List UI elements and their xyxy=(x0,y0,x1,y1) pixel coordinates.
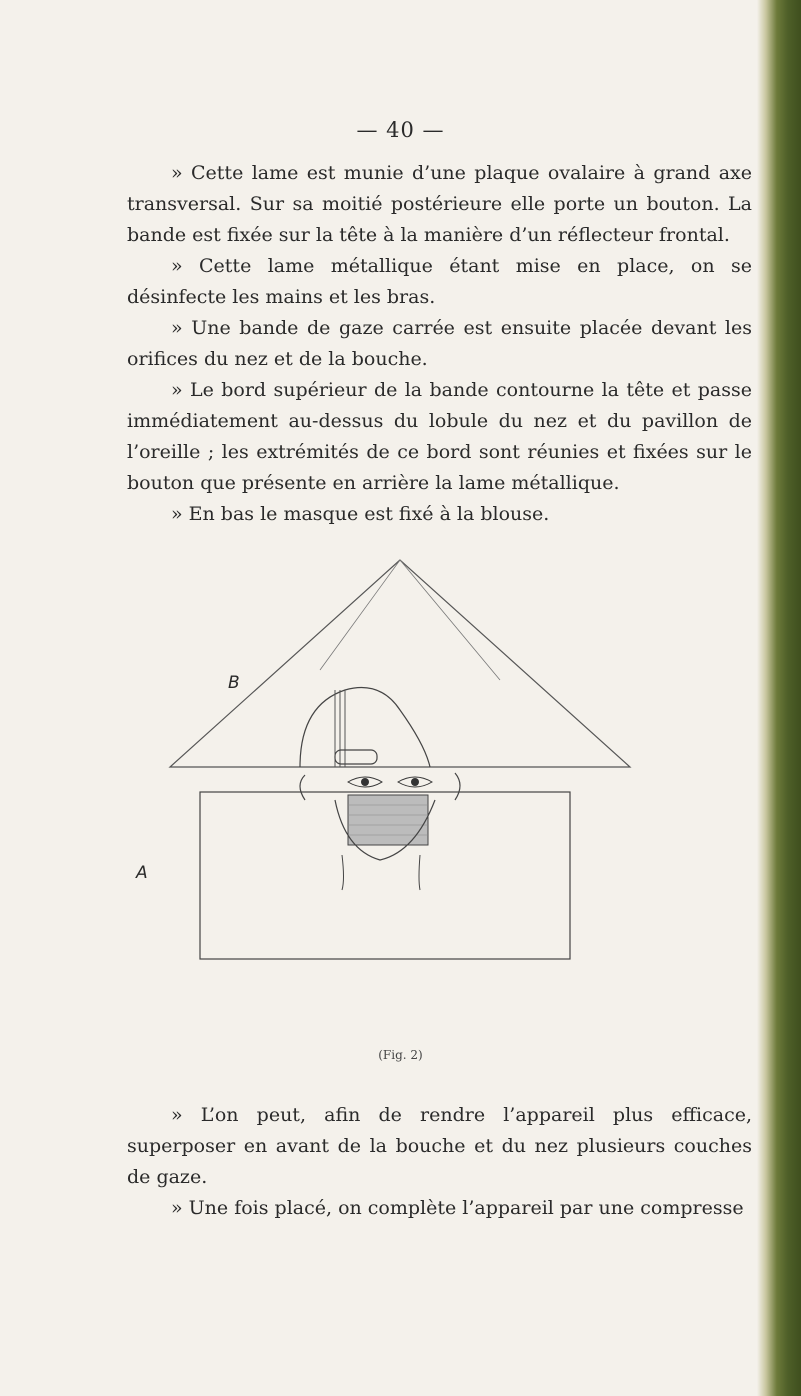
triangle-outline xyxy=(170,560,630,767)
paragraph: » Une bande de gaze carrée est ensuite placée devant les orifices du nez et de la bouche. xyxy=(127,317,752,370)
neck-left xyxy=(342,855,344,890)
page-binding-edge xyxy=(757,0,801,1396)
neck-right xyxy=(419,855,420,890)
ear-left xyxy=(300,775,305,800)
pupil-left xyxy=(361,778,369,786)
guide-line xyxy=(400,560,500,680)
head-outline xyxy=(300,688,430,768)
figure-label-a: A xyxy=(136,863,148,883)
figure-svg xyxy=(136,560,630,1080)
figure-label-b: B xyxy=(228,673,240,693)
paragraph: » Une fois placé, on complète l’appareil par une compresse xyxy=(171,1197,744,1219)
guide-line xyxy=(320,560,400,670)
paragraph: » Cette lame est munie d’une plaque ovalaire à grand axe transversal. Sur sa moitié postérieure elle porte un bouton. La bande est fixée sur la tête à la manière d’un réflecteur frontal. xyxy=(127,162,752,246)
figure-mask-diagram xyxy=(136,560,630,1080)
metal-plate xyxy=(335,750,377,764)
text-block-top xyxy=(127,158,752,530)
pupil-right xyxy=(411,778,419,786)
ear-right xyxy=(455,773,460,800)
hatched-mask-area xyxy=(348,795,428,845)
paragraph: » L’on peut, afin de rendre l’appareil plus efficace, superposer en avant de la bouche et du nez plusieurs couches de gaze. xyxy=(127,1104,752,1188)
figure-caption: (Fig. 2) xyxy=(378,1048,423,1062)
paragraph: » Cette lame métallique étant mise en place, on se désinfecte les mains et les bras. xyxy=(127,255,752,308)
paragraph: » Le bord supérieur de la bande contourne la tête et passe immédiatement au-dessus du lobule du nez et du pavillon de l’oreille ; les extrémités de ce bord sont réunies et fixées sur le bouton que présente en arrière la lame métallique. xyxy=(127,379,752,494)
text-block-bottom xyxy=(127,1100,752,1224)
paragraph: » En bas le masque est fixé à la blouse. xyxy=(171,503,550,525)
page-number: — 40 — xyxy=(356,118,445,142)
